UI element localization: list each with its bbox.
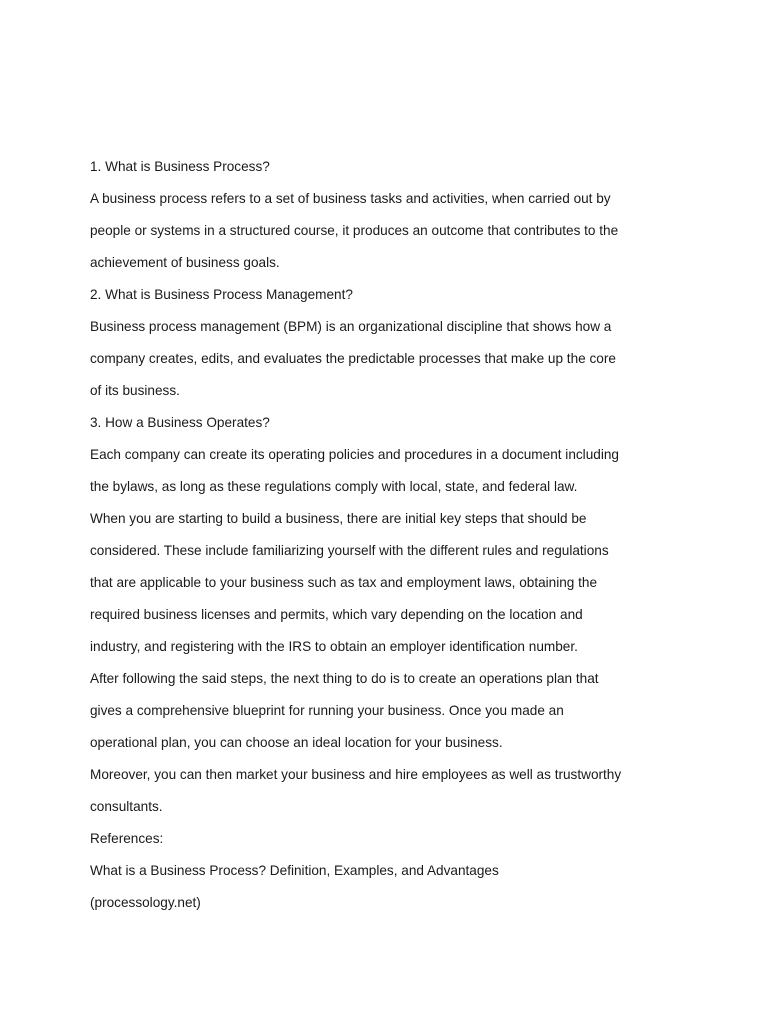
heading-how-business-operates: 3. How a Business Operates? (90, 415, 270, 430)
paragraph-line: consultants. (90, 799, 163, 814)
document-body (90, 151, 650, 919)
paragraph-line: Each company can create its operating policies and procedures in a document including (90, 447, 619, 462)
paragraph-line: When you are starting to build a business, there are initial key steps that should be (90, 511, 587, 526)
paragraph-line: gives a comprehensive blueprint for running your business. Once you made an (90, 703, 564, 718)
reference-entry: What is a Business Process? Definition, Examples, and Advantages (90, 863, 499, 878)
paragraph-line: achievement of business goals. (90, 255, 280, 270)
paragraph-line: industry, and registering with the IRS to obtain an employer identification number. (90, 639, 578, 654)
paragraph-line: people or systems in a structured course, it produces an outcome that contributes to the (90, 223, 619, 238)
heading-what-is-business-process: 1. What is Business Process? (90, 159, 270, 174)
paragraph-line: considered. These include familiarizing yourself with the different rules and regulations (90, 543, 609, 558)
references-heading: References: (90, 831, 164, 846)
paragraph-line: required business licenses and permits, which vary depending on the location and (90, 607, 583, 622)
heading-what-is-bpm: 2. What is Business Process Management? (90, 287, 353, 302)
paragraph-line: A business process refers to a set of business tasks and activities, when carried out by (90, 191, 611, 206)
paragraph-line: company creates, edits, and evaluates the predictable processes that make up the core (90, 351, 616, 366)
reference-source: (processology.net) (90, 895, 201, 910)
paragraph-line: Business process management (BPM) is an organizational discipline that shows how a (90, 319, 612, 334)
paragraph-line: the bylaws, as long as these regulations comply with local, state, and federal law. (90, 479, 578, 494)
paragraph-line: operational plan, you can choose an ideal location for your business. (90, 735, 503, 750)
paragraph-line: of its business. (90, 383, 180, 398)
paragraph-line: After following the said steps, the next thing to do is to create an operations plan that (90, 671, 599, 686)
paragraph-line: that are applicable to your business such as tax and employment laws, obtaining the (90, 575, 598, 590)
paragraph-line: Moreover, you can then market your business and hire employees as well as trustworthy (90, 767, 622, 782)
